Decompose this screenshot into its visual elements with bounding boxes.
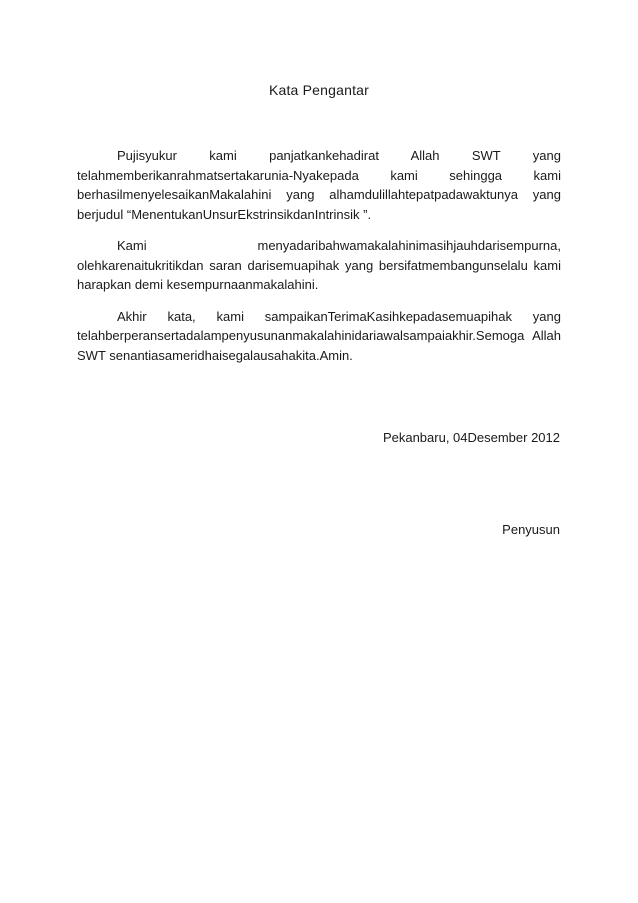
place-and-date: Pekanbaru, 04Desember 2012 <box>382 430 560 445</box>
paragraph-3: Akhir kata, kami sampaikanTerimaKasihkepadasemuapihak yang telahberperansertadalampenyusunanmakalahinidariawalsampaiakhir.Semoga Allah SWT senantiasameridhaisegalausahakita.Amin. <box>77 308 561 363</box>
paragraph-2: Kami menyadaribahwamakalahinimasihjauhdarisempurna, olehkarenaitukritikdan saran darisemuapihak yang bersifatmembangunselalu kami harapkan demi kesempurnaanmakalahini. <box>77 238 561 292</box>
paragraph-1: Pujisyukur kami panjatkankehadirat Allah SWT yang telahmemberikanrahmatsertakarunia-Nyakepada kami sehingga kami berhasilmenyelesaikanMakalahini yang alhamdulillahtepatpadawaktunya yang berjudul “MenentukanUnsurEkstrinsikdanIntrinsik ”. <box>77 148 561 222</box>
page-title: Kata Pengantar <box>268 82 370 98</box>
signature-label: Penyusun <box>502 522 560 537</box>
document-body <box>77 146 561 377</box>
